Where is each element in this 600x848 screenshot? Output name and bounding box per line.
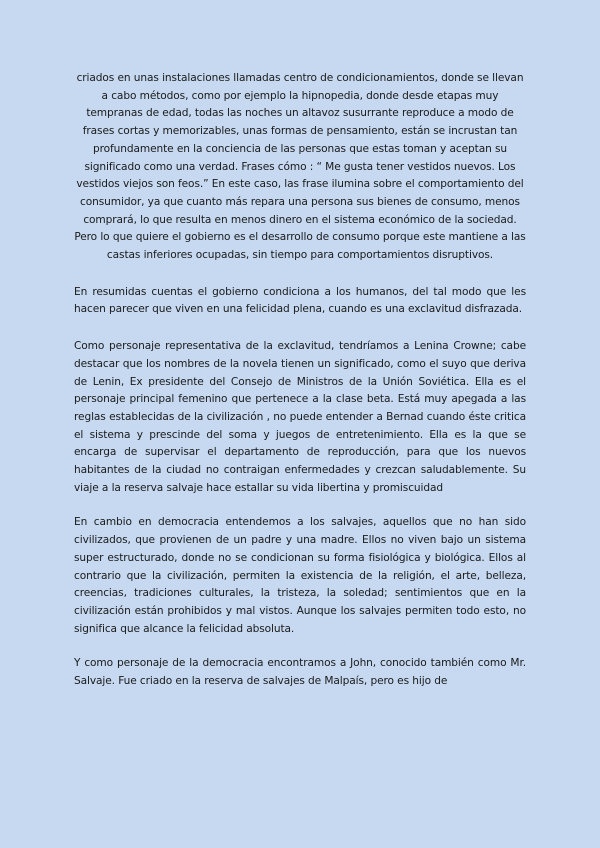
paragraph-john: Y como personaje de la democracia encontramos a John, conocido también como Mr. Salvaje. Fue criado en la reserva de salvajes de Malpaís, pero es hijo de [74, 657, 526, 688]
paragraph-conditioning: criados en unas instalaciones llamadas centro de condicionamientos, donde se llevan a cabo métodos, como por ejemplo la hipnopedia, donde desde etapas muy tempranas de edad, todas las noches un altavoz susurrante reproduce a modo de frases cortas y memorizables, unas formas de pensamiento, están se incrustan tan profundamente en la conciencia de las personas que estas toman y aceptan su significado como una verdad. Frases cómo : “ Me gusta tener vestidos nuevos. Los vestidos viejos son feos.” En este caso, las frase ilumina sobre el comportamiento del consumidor, ya que cuanto más repara una persona sus bienes de consumo, menos comprará, lo que resulta en menos dinero en el sistema económico de la sociedad. Pero lo que quiere el gobierno es el desarrollo de consumo porque este mantiene a las castas inferiores ocupadas, sin tiempo para comportamientos disruptivos. [74, 72, 526, 262]
paragraph-summary: En resumidas cuentas el gobierno condiciona a los humanos, del tal modo que les hacen parecer que viven en una felicidad plena, cuando es una exclavitud disfrazada. [74, 285, 526, 316]
paragraph-lenina: Como personaje representativa de la exclavitud, tendríamos a Lenina Crowne; cabe destacar que los nombres de la novela tienen un significado, como el suyo que deriva de Lenin, Ex presidente del Consejo de Ministros de la Unión Soviética. Ella es el personaje principal femenino que pertenece a la clase beta. Está muy apegada a las reglas establecidas de la civilización , no puede entender a Bernad cuando éste critica el sistema y prescinde del soma y juegos de entretenimiento. Ella es la que se encarga de supervisar el departamento de reproducción, para que los nuevos habitantes de la ciudad no contraigan enfermedades y crezcan saludablemente. Su viaje a la reserva salvaje hace estallar su vida libertina y promiscuidad [74, 340, 526, 494]
paragraph-savages: En cambio en democracia entendemos a los salvajes, aquellos que no han sido civilizados, que provienen de un padre y una madre. Ellos no viven bajo un sistema super estructurado, donde no se condicionan su forma fisiológica y biológica. Ellos al contrario que la civilización, permiten la existencia de la religión, el arte, belleza, creencias, tradiciones culturales, la tristeza, la soledad; sentimientos que en la civilización están prohibidos y mal vistos. Aunque los salvajes permiten todo esto, no significa que alcance la felicidad absoluta. [74, 516, 526, 635]
